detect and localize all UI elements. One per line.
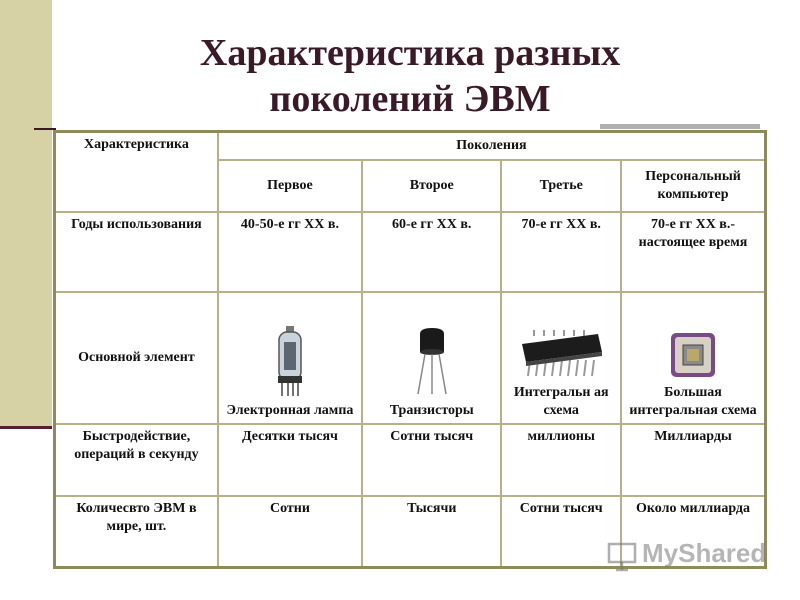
cell-speed-first: Десятки тысяч [218, 424, 362, 496]
row-label-count: Количесвто ЭВМ в мире, шт. [55, 496, 218, 568]
transistor-icon [412, 326, 452, 396]
header-generations: Поколения [218, 132, 766, 160]
title-line-2: поколений ЭВМ [269, 78, 551, 120]
integrated-circuit-icon [518, 330, 604, 378]
cell-years-third: 70-е гг ХХ в. [501, 212, 621, 292]
title-line-right [600, 124, 760, 129]
table-row-years [55, 212, 766, 292]
presentation-board-icon [606, 540, 638, 572]
generation-first: Первое [218, 160, 362, 212]
table-row-speed [55, 424, 766, 496]
table-row-element [55, 292, 766, 424]
element-second-label: Транзисторы [389, 402, 474, 418]
watermark-text: MyShared [642, 538, 767, 568]
generation-second: Второе [362, 160, 501, 212]
side-line [0, 426, 52, 429]
element-first-label: Электронная лампа [226, 402, 354, 418]
header-characteristic: Характеристика [55, 132, 218, 212]
row-label-element: Основной элемент [55, 292, 218, 424]
cell-count-second: Тысячи [362, 496, 501, 568]
cell-speed-third: миллионы [501, 424, 621, 496]
watermark [606, 536, 776, 576]
generation-third: Третье [501, 160, 621, 212]
element-pc-label: Большая интегральная схема [629, 384, 757, 418]
vacuum-tube-icon [273, 326, 307, 396]
cell-years-pc: 70-е гг ХХ в.-настоящее время [621, 212, 765, 292]
cell-count-pc: Около миллиарда [621, 496, 765, 568]
cell-speed-second: Сотни тысяч [362, 424, 501, 496]
header-row [55, 132, 766, 160]
cell-years-second: 60-е гг ХХ в. [362, 212, 501, 292]
generations-table [53, 130, 767, 569]
cell-element-first [218, 292, 362, 424]
page-title [60, 30, 760, 122]
cell-count-third: Сотни тысяч [501, 496, 621, 568]
element-third-label: Интегральн ая схема [513, 384, 609, 418]
cell-count-first: Сотни [218, 496, 362, 568]
title-line-1: Характеристика разных [199, 32, 621, 74]
side-bar [0, 0, 52, 426]
row-label-speed: Быстродействие, операций в секунду [55, 424, 218, 496]
cell-element-second [362, 292, 501, 424]
cell-element-pc [621, 292, 765, 424]
cell-years-first: 40-50-е гг ХХ в. [218, 212, 362, 292]
generation-pc: Персональный компьютер [621, 160, 765, 212]
row-label-years: Годы использования [55, 212, 218, 292]
lsi-chip-icon [670, 332, 716, 378]
cell-speed-pc: Миллиарды [621, 424, 765, 496]
cell-element-third [501, 292, 621, 424]
